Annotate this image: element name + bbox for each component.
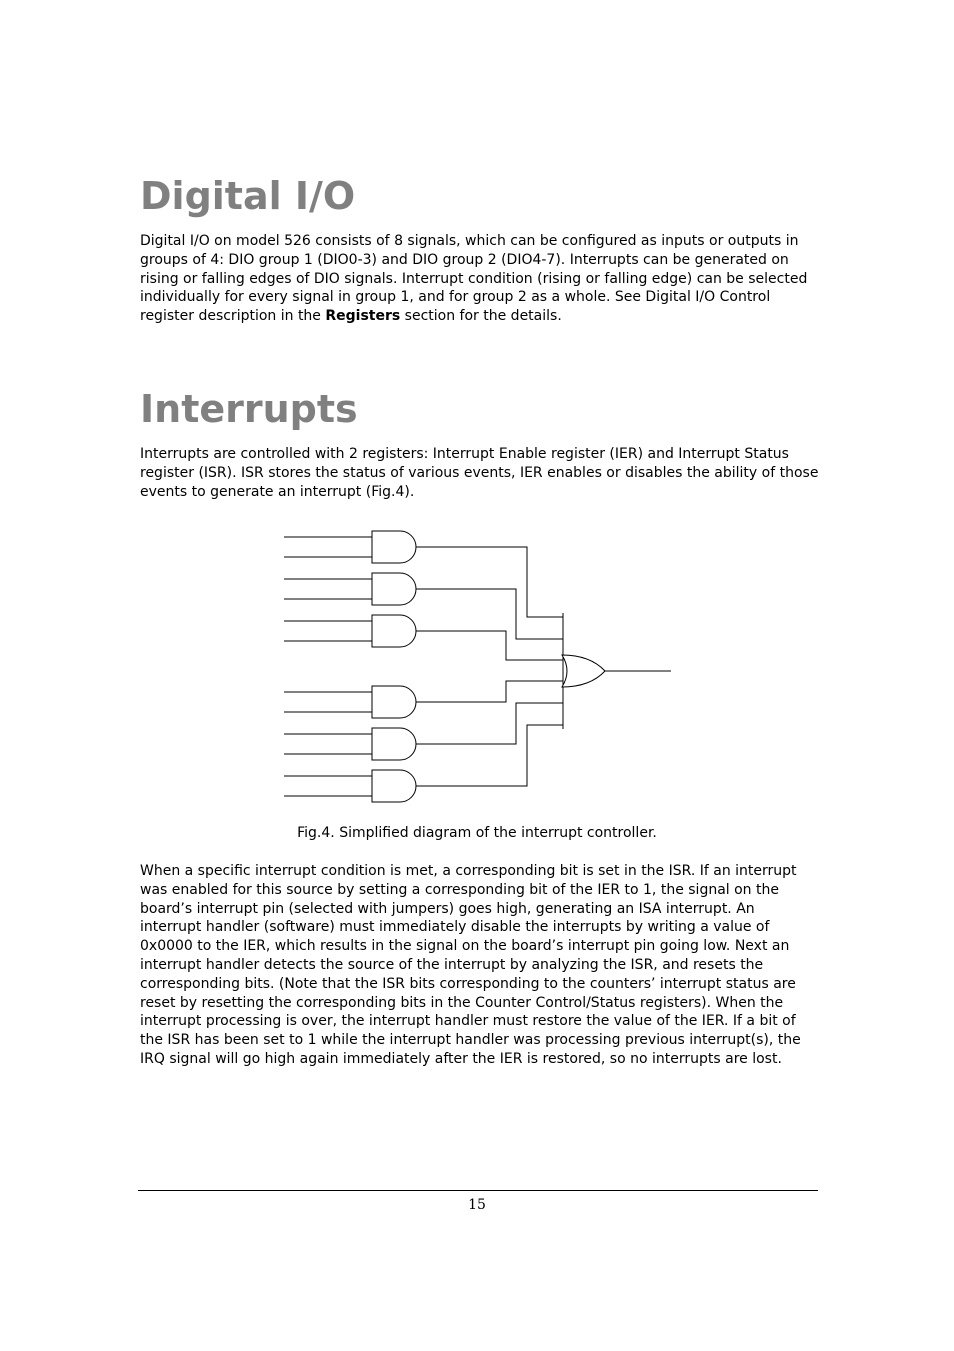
paragraph-text-end: section for the details. xyxy=(400,308,562,325)
section-heading-digital-io: Digital I/O xyxy=(140,174,356,218)
paragraph-text: Digital I/O on model 526 consists of 8 signals, which can be configured as inputs or outputs in groups of 4: DIO group 1 (DIO0-3) and DIO group 2 (DIO4-7). Interrupts can be generated on rising or falling edges of DIO signals. Interrupt condition (rising or falling edge) can be selected individually for every signal in group 1, and for group 2 as a whole. See Digital I/O Control register description in the xyxy=(140,233,808,325)
interrupts-body-paragraph: When a specific interrupt condition is met, a corresponding bit is set in the ISR. If an interrupt was enabled for this source by setting a corresponding bit of the IER to 1, the signal on the board’s interrupt pin (selected with jumpers) goes high, generating an ISA interrupt. An interrupt handler (software) must immediately disable the interrupts by writing a value of 0x0000 to the IER, which results in the signal on the board’s interrupt pin going low. Next an interrupt handler detects the source of the interrupt by analyzing the ISR, and resets the corresponding bits. (Note that the ISR bits corresponding to the counters’ interrupt status are reset by resetting the corresponding bits in the Counter Control/Status registers). When the interrupt processing is over, the interrupt handler must restore the value of the IER. If a bit of the ISR has been set to 1 while the interrupt handler was processing previous interrupt(s), the IRQ signal will go high again immediately after the IER is restored, so no interrupts are lost. xyxy=(140,863,801,1067)
and-gate xyxy=(372,573,416,605)
and-gate xyxy=(372,770,416,802)
and-gate xyxy=(372,531,416,563)
wire-group xyxy=(416,547,563,786)
and-gate xyxy=(372,728,416,760)
or-gate xyxy=(562,655,605,687)
signal-wire xyxy=(416,631,563,660)
signal-wire xyxy=(416,547,563,617)
registers-bold-text: Registers xyxy=(325,308,401,325)
figure-caption: Fig.4. Simplified diagram of the interrupt controller. xyxy=(297,825,657,841)
or-gate-group xyxy=(562,655,671,687)
signal-wire xyxy=(416,703,563,744)
signal-wire xyxy=(416,681,563,702)
section-heading-interrupts: Interrupts xyxy=(140,387,358,431)
footer-rule xyxy=(138,1190,818,1191)
and-gate xyxy=(372,615,416,647)
signal-wire xyxy=(416,725,563,786)
and-gate xyxy=(372,686,416,718)
and-gate-group xyxy=(284,531,416,802)
interrupts-intro-paragraph: Interrupts are controlled with 2 registers: Interrupt Enable register (IER) and Interrupt Status register (ISR). ISR stores the status of various events, IER enables or disables the ability of those events to generate an interrupt (Fig.4). xyxy=(140,446,819,500)
page-number: 15 xyxy=(468,1197,486,1213)
